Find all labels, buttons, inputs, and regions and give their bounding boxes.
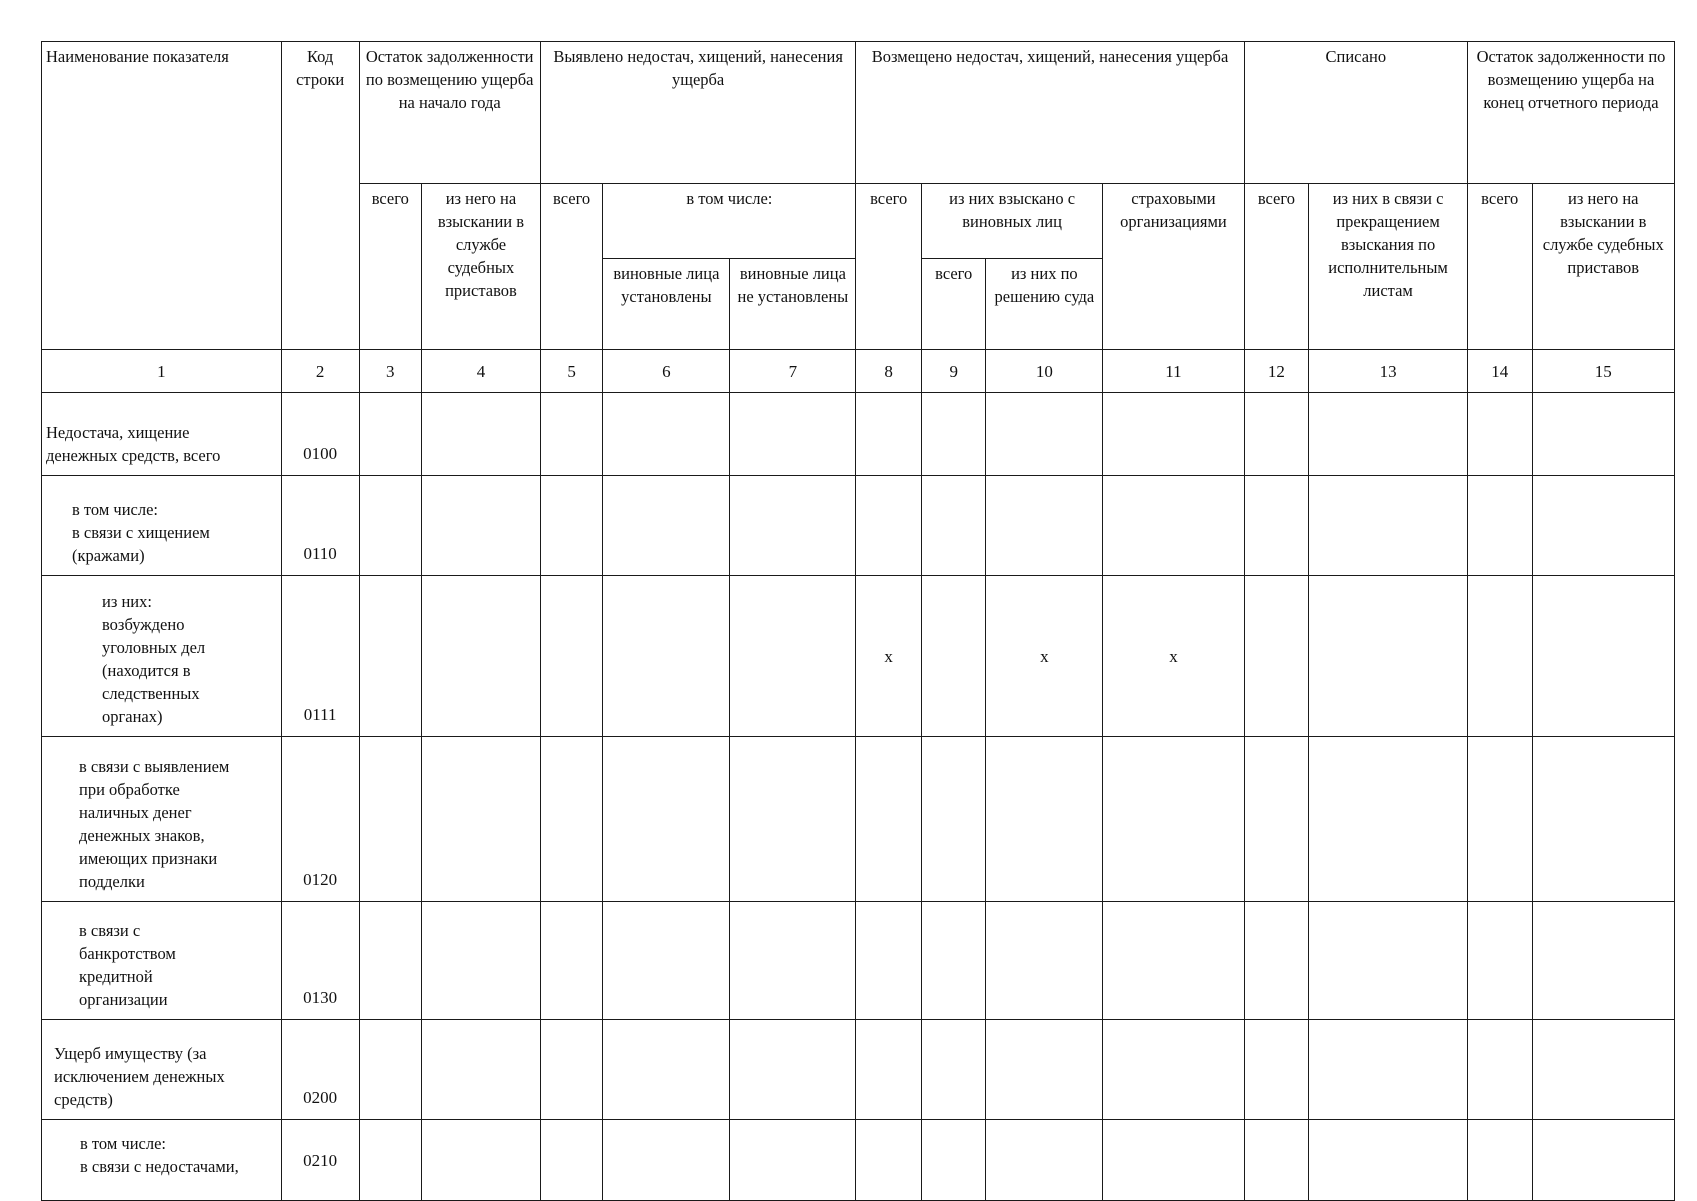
value-cell[interactable] [986,393,1103,476]
column-number: 6 [603,350,730,393]
value-cell[interactable] [730,393,856,476]
value-cell[interactable] [986,902,1103,1020]
header-detected-total: всего [540,184,602,350]
header-balance-end-total: всего [1467,184,1532,350]
table-row [42,1020,1675,1120]
row-name-line: в связи с недостачами, [80,1157,239,1176]
header-written-off: Списано [1244,42,1467,184]
not-applicable-mark: x [856,576,922,737]
row-name-line: возбуждено [102,615,185,634]
column-number: 2 [281,350,359,393]
row-name-line: в связи с выявлением [79,757,230,776]
value-cell[interactable] [1309,902,1468,1020]
row-name-line: Недостача, хищение [46,423,190,442]
row-name-line: организации [79,990,168,1009]
row-name-line: уголовных дел [102,638,206,657]
row-name-line: в том числе: [72,500,159,519]
value-cell[interactable] [921,1120,986,1201]
column-number: 8 [856,350,922,393]
header-court-decision: из них по решению суда [986,259,1103,350]
column-number: 5 [540,350,602,393]
column-number: 7 [730,350,856,393]
value-cell[interactable] [422,476,541,576]
value-cell[interactable] [856,902,922,1020]
value-cell[interactable] [540,1120,602,1201]
value-cell[interactable] [986,1020,1103,1120]
value-cell[interactable] [856,737,922,902]
value-cell[interactable] [359,393,421,476]
value-cell[interactable] [1103,1120,1244,1201]
value-cell[interactable] [856,1120,922,1201]
row-code: 0110 [281,476,359,576]
row-name-line: органах) [102,707,163,726]
value-cell[interactable] [603,476,730,576]
row-name-line: (кражами) [72,546,145,565]
value-cell[interactable] [603,393,730,476]
table-row [42,393,1675,476]
value-cell[interactable] [422,737,541,902]
row-name [42,393,282,476]
value-cell[interactable] [1309,1020,1468,1120]
column-number: 4 [422,350,541,393]
value-cell[interactable] [1244,1020,1309,1120]
header-culprits-found: виновные лица установлены [603,259,730,350]
row-name-line: в связи с хищением [72,523,210,542]
value-cell[interactable] [1244,902,1309,1020]
row-name-line: (находится в [102,661,191,680]
value-cell[interactable] [1467,576,1532,737]
row-name-line: банкротством [79,944,176,963]
value-cell[interactable] [422,902,541,1020]
not-applicable-mark: x [986,576,1103,737]
value-cell[interactable] [359,737,421,902]
column-number: 13 [1309,350,1468,393]
header-detected: Выявлено недостач, хищений, нанесения ущерба [540,42,856,184]
value-cell[interactable] [540,1020,602,1120]
value-cell[interactable] [1467,1020,1532,1120]
value-cell[interactable] [603,1120,730,1201]
value-cell[interactable] [1467,902,1532,1020]
row-code: 0130 [281,902,359,1020]
value-cell[interactable] [1244,576,1309,737]
damage-report-table [41,41,1675,1201]
header-compensated-total: всего [856,184,922,350]
value-cell[interactable] [359,1020,421,1120]
value-cell[interactable] [1309,737,1468,902]
value-cell[interactable] [730,1120,856,1201]
column-number: 12 [1244,350,1309,393]
header-row-1 [42,42,1675,184]
value-cell[interactable] [921,476,986,576]
value-cell[interactable] [1244,737,1309,902]
value-cell[interactable] [921,576,986,737]
value-cell[interactable] [986,737,1103,902]
value-cell[interactable] [1467,393,1532,476]
header-written-off-total: всего [1244,184,1309,350]
value-cell[interactable] [986,1120,1103,1201]
value-cell[interactable] [1532,1120,1675,1201]
value-cell[interactable] [1467,737,1532,902]
value-cell[interactable] [1309,393,1468,476]
value-cell[interactable] [1467,476,1532,576]
row-name [42,1020,282,1120]
column-number: 11 [1103,350,1244,393]
value-cell[interactable] [1103,1020,1244,1120]
row-name-line: при обработке [79,780,180,799]
value-cell[interactable] [1467,1120,1532,1201]
row-name-line: денежных знаков, [79,826,205,845]
table-row [42,1120,1675,1201]
value-cell[interactable] [1532,902,1675,1020]
header-compensated-from-culprits: из них взыскано с виновных лиц [921,184,1102,259]
value-cell[interactable] [1103,737,1244,902]
value-cell[interactable] [1532,1020,1675,1120]
value-cell[interactable] [1309,576,1468,737]
header-culprits-not-found: виновные лица не установлены [730,259,856,350]
value-cell[interactable] [730,902,856,1020]
value-cell[interactable] [1309,1120,1468,1201]
header-compensated-insurance: страховыми организациями [1103,184,1244,350]
value-cell[interactable] [359,902,421,1020]
value-cell[interactable] [921,737,986,902]
header-indicator-name: Наименование показателя [42,42,282,350]
header-balance-start-bailiff: из него на взыскании в службе судебных приставов [422,184,541,350]
table-row [42,476,1675,576]
row-name [42,1120,282,1201]
value-cell[interactable] [921,1020,986,1120]
row-name-line: денежных средств, всего [46,446,221,465]
not-applicable-mark: x [1103,576,1244,737]
header-balance-start: Остаток задолженности по возмещению ущерба на начало года [359,42,540,184]
header-compensated: Возмещено недостач, хищений, нанесения ущерба [856,42,1244,184]
table-row [42,737,1675,902]
value-cell[interactable] [730,576,856,737]
value-cell[interactable] [603,1020,730,1120]
row-code: 0210 [281,1120,359,1201]
value-cell[interactable] [1532,476,1675,576]
header-balance-end-bailiff: из него на взыскании в службе судебных приставов [1532,184,1675,350]
value-cell[interactable] [1532,737,1675,902]
value-cell[interactable] [422,1020,541,1120]
row-name-line: из них: [102,592,152,611]
value-cell[interactable] [1532,576,1675,737]
row-name-line: исключением денежных [54,1067,225,1086]
value-cell[interactable] [1244,1120,1309,1201]
value-cell[interactable] [540,902,602,1020]
value-cell[interactable] [359,1120,421,1201]
value-cell[interactable] [359,476,421,576]
row-name-line: кредитной [79,967,153,986]
value-cell[interactable] [603,902,730,1020]
value-cell[interactable] [422,576,541,737]
report-sheet [41,41,1675,1201]
row-name-line: подделки [79,872,145,891]
value-cell[interactable] [1532,393,1675,476]
column-number: 15 [1532,350,1675,393]
value-cell[interactable] [540,737,602,902]
row-code: 0120 [281,737,359,902]
value-cell[interactable] [1309,476,1468,576]
row-name-line: следственных [102,684,200,703]
table-row [42,902,1675,1020]
value-cell[interactable] [986,476,1103,576]
row-name-line: в связи с [79,921,141,940]
header-row-code: Код строки [281,42,359,350]
row-code: 0111 [281,576,359,737]
header-detected-including: в том числе: [603,184,856,259]
value-cell[interactable] [856,1020,922,1120]
row-name-line: Ущерб имуществу (за [54,1044,207,1063]
row-name [42,476,282,576]
header-from-culprits-total: всего [921,259,986,350]
row-name-line: средств) [54,1090,113,1109]
row-name-line: в том числе: [80,1134,167,1153]
column-number: 14 [1467,350,1532,393]
header-balance-end: Остаток задолженности по возмещению ущерба на конец отчетного периода [1467,42,1674,184]
row-name-line: наличных денег [79,803,192,822]
header-balance-start-total: всего [359,184,421,350]
header-written-off-writs: из них в связи с прекращением взыскания по исполнительным листам [1309,184,1468,350]
value-cell[interactable] [856,393,922,476]
row-code: 0200 [281,1020,359,1120]
table-row [42,576,1675,737]
column-number: 9 [921,350,986,393]
value-cell[interactable] [540,393,602,476]
value-cell[interactable] [1103,902,1244,1020]
value-cell[interactable] [1244,393,1309,476]
row-name [42,576,282,737]
column-number: 10 [986,350,1103,393]
column-number: 1 [42,350,282,393]
value-cell[interactable] [359,576,421,737]
row-name-line: имеющих признаки [79,849,218,868]
value-cell[interactable] [856,476,922,576]
value-cell[interactable] [603,576,730,737]
value-cell[interactable] [921,393,986,476]
value-cell[interactable] [540,576,602,737]
row-name [42,902,282,1020]
value-cell[interactable] [540,476,602,576]
value-cell[interactable] [921,902,986,1020]
row-name [42,737,282,902]
value-cell[interactable] [730,737,856,902]
value-cell[interactable] [1103,393,1244,476]
value-cell[interactable] [422,1120,541,1201]
value-cell[interactable] [422,393,541,476]
value-cell[interactable] [603,737,730,902]
value-cell[interactable] [1103,476,1244,576]
value-cell[interactable] [730,1020,856,1120]
column-numbers-row [42,350,1675,393]
column-number: 3 [359,350,421,393]
value-cell[interactable] [1244,476,1309,576]
row-code: 0100 [281,393,359,476]
value-cell[interactable] [730,476,856,576]
